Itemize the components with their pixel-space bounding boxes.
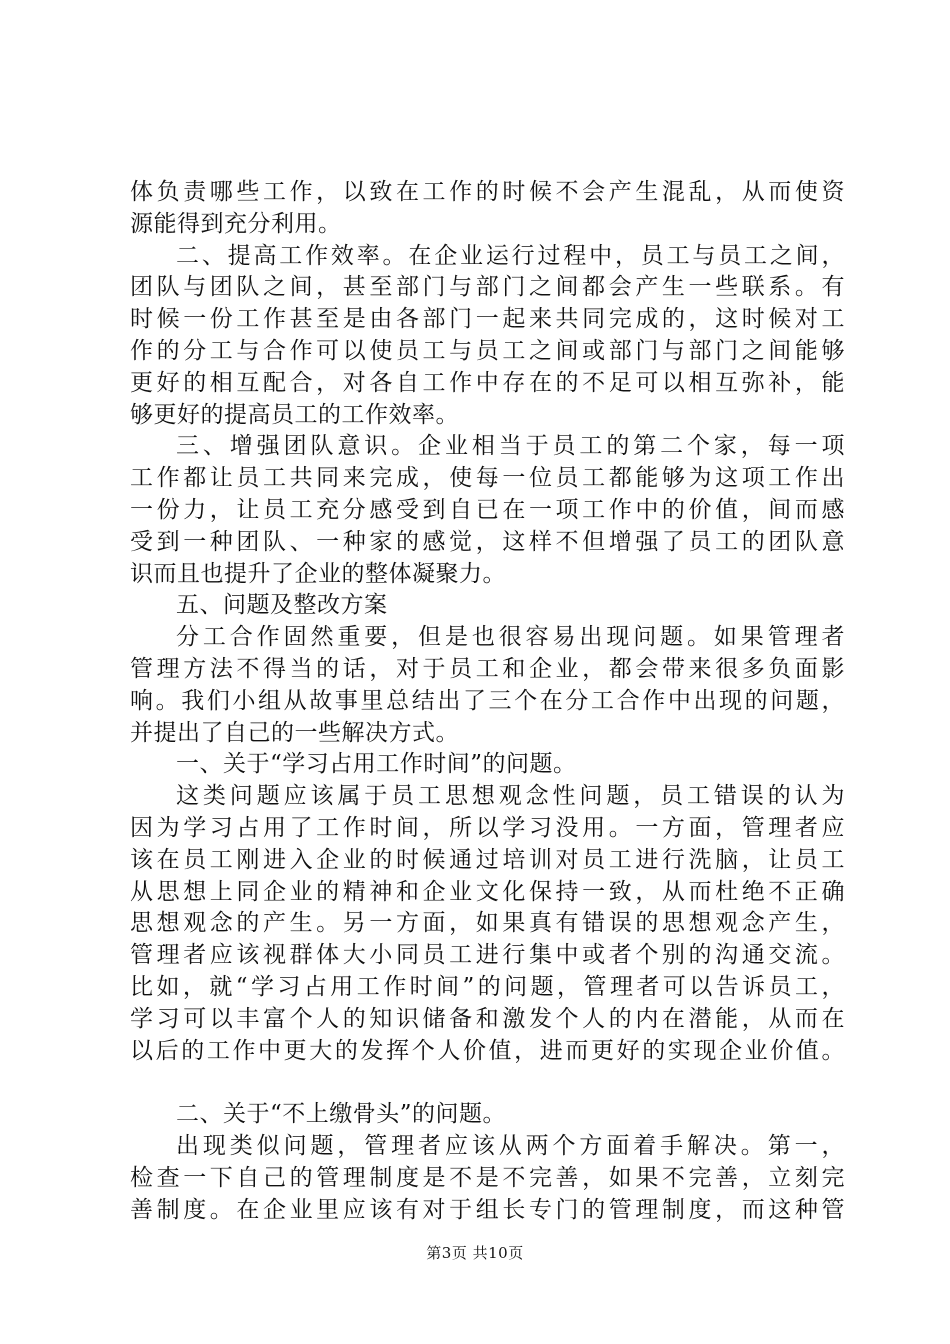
text-line: 二、提高工作效率。在企业运行过程中，员工与员工之间， — [176, 242, 845, 269]
text-line: 这类问题应该属于员工思想观念性问题，员工错误的认为 — [176, 783, 845, 810]
text-line: 学习可以丰富个人的知识储备和激发个人的内在潜能，从而在 — [130, 1005, 845, 1032]
text-line: 更好的相互配合，对各自工作中存在的不足可以相互弥补，能 — [130, 369, 845, 396]
text-line: 思想观念的产生。另一方面，如果真有错误的思想观念产生， — [130, 910, 845, 937]
text-line: 出现类似问题，管理者应该从两个方面着手解决。第一， — [176, 1132, 845, 1159]
text-line: 管理者应该视群体大小同员工进行集中或者个别的沟通交流。 — [130, 942, 845, 969]
blank-line — [130, 1067, 845, 1099]
text-line: 以后的工作中更大的发挥个人价值，进而更好的实现企业价值。 — [130, 1037, 845, 1064]
page-number-footer: 第3页 共10页 — [426, 1244, 524, 1262]
text-line: 检查一下自己的管理制度是不是不完善，如果不完善，立刻完 — [130, 1164, 845, 1191]
text-line: 比如，就“学习占用工作时间”的问题，管理者可以告诉员工， — [130, 973, 845, 1000]
text-line: 该在员工刚进入企业的时候通过培训对员工进行洗脑，让员工 — [130, 846, 845, 873]
text-line: 工作都让员工共同来完成，使每一位员工都能够为这项工作出 — [130, 465, 845, 492]
text-line: 因为学习占用了工作时间，所以学习没用。一方面，管理者应 — [130, 814, 845, 841]
text-line: 团队与团队之间，甚至部门与部门之间都会产生一些联系。有 — [130, 274, 845, 301]
text-line: 体负责哪些工作，以致在工作的时候不会产生混乱，从而使资 — [130, 179, 845, 205]
text-line: 五、问题及整改方案 — [176, 592, 388, 619]
text-line: 善制度。在企业里应该有对于组长专门的管理制度，而这种管 — [130, 1196, 845, 1223]
text-line: 够更好的提高员工的工作效率。 — [130, 401, 459, 428]
text-line: 分工合作固然重要，但是也很容易出现问题。如果管理者 — [176, 624, 845, 651]
text-line: 受到一种团队、一种家的感觉，这样不但增强了员工的团队意 — [130, 528, 845, 555]
text-line: 一、关于“学习占用工作时间”的问题。 — [176, 751, 577, 778]
text-line: 从思想上同企业的精神和企业文化保持一致，从而杜绝不正确 — [130, 878, 845, 905]
text-line: 一份力，让员工充分感受到自已在一项工作中的价值，间而感 — [130, 496, 845, 523]
text-line: 二、关于“不上缴骨头”的问题。 — [176, 1101, 507, 1128]
paragraph-lines — [130, 177, 845, 1226]
text-line: 作的分工与合作可以使员工与员工之间或部门与部门之间能够 — [130, 337, 845, 364]
text-line: 三、增强团队意识。企业相当于员工的第二个家，每一项 — [176, 433, 845, 460]
text-line: 管理方法不得当的话，对于员工和企业，都会带来很多负面影 — [130, 655, 845, 682]
text-line: 时候一份工作甚至是由各部门一起来共同完成的，这时候对工 — [130, 306, 845, 333]
document-body — [130, 177, 845, 1226]
text-line: 并提出了自己的一些解决方式。 — [130, 719, 459, 746]
text-line: 源能得到充分利用。 — [130, 210, 342, 237]
text-line: 识而且也提升了企业的整体凝聚力。 — [130, 560, 506, 587]
text-line: 响。我们小组从故事里总结出了三个在分工合作中出现的问题， — [130, 687, 845, 714]
